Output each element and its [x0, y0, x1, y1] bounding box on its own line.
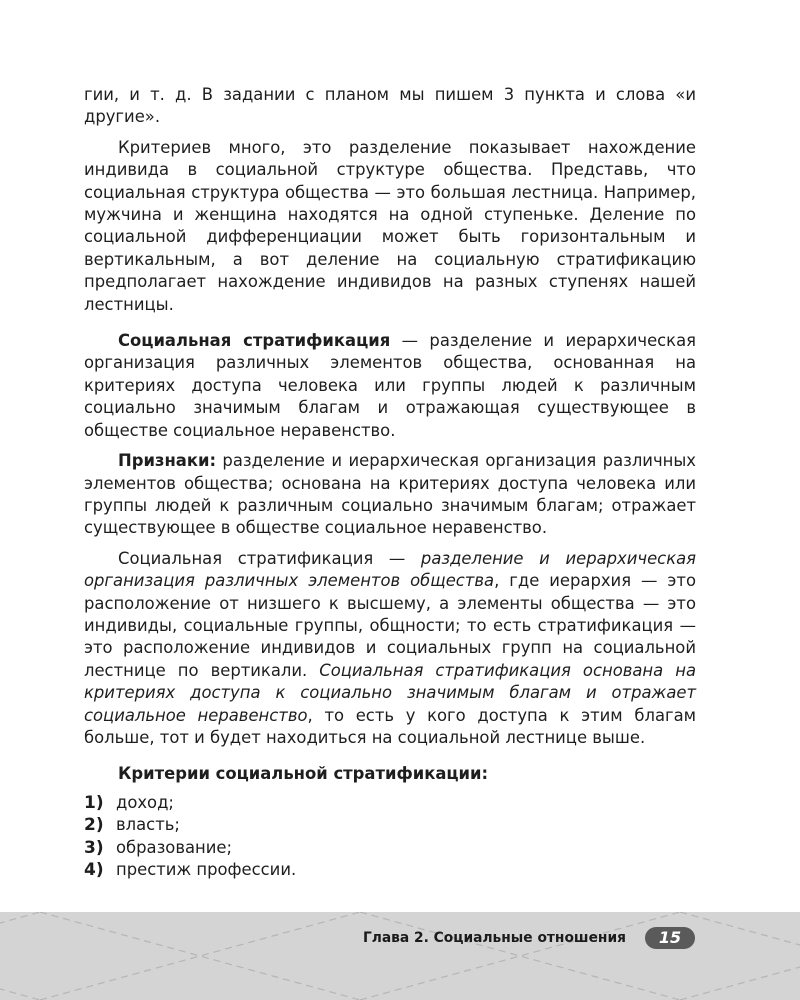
page-number-badge: 15 — [645, 927, 695, 949]
definition-paragraph — [84, 330, 696, 442]
explanation-paragraph — [84, 548, 696, 750]
page-footer — [0, 912, 800, 1000]
explanation-text-1: Социальная стратификация — — [118, 548, 421, 568]
list-text: престиж профессии. — [116, 859, 297, 879]
footer-pattern — [0, 912, 800, 1000]
list-number: 2) — [84, 815, 104, 836]
signs-text: разделение и иерархическая организация различных элементов общества; основана на критериях доступа человека или группы людей к различным социально значимым благам; отражает существующее в обществе социальное неравенство. — [84, 451, 696, 538]
list-item — [84, 814, 696, 836]
list-number: 3) — [84, 837, 104, 858]
explanation-text-2: , где иерархия — это расположение от низшего к высшему, а элементы общества — это индивиды, социальные группы, общности; то есть стратификация — это расположение индивидов и социальных групп на социальной лестнице по вертикали. — [84, 571, 697, 680]
list-item — [84, 792, 696, 814]
signs-label: Признаки: — [118, 451, 217, 471]
paragraph-criteria-intro: Критериев много, это разделение показывает нахождение индивида в социальной структуре общества. Представь, что социальная структура общества — это большая лестница. Например, мужчина и женщина находятся на одной ступеньке. Деление по социальной дифференциации может быть горизонтальным и вертикальным, а вот деление на социальную стратификацию предполагает нахождение индивидов на разных ступенях нашей лестницы. — [84, 137, 696, 314]
definition-term: Социальная стратификация — [118, 331, 391, 351]
chapter-title: Глава 2. Социальные отношения — [362, 930, 626, 946]
explanation-text-3: , то есть у кого доступа к этим благам больше, тот и будет находиться на социальной лестнице выше. — [84, 705, 697, 747]
definition-text: — разделение и иерархическая организация различных элементов общества, основанная на критериях доступа человека или группы людей к различным социально значимым благам и отражающая существующее в обществе социальное неравенство. — [84, 331, 696, 440]
criteria-heading-text: Критерии социальной стратификации: — [118, 764, 489, 784]
paragraph-continuation: гии, и т. д. В задании с планом мы пишем 3 пункта и слова «и другие». — [84, 85, 696, 127]
list-text: доход; — [116, 792, 174, 812]
explanation-italic-2: Социальная стратификация основана на критериях доступа к социально значимым благам и отражает социальное неравенство — [84, 660, 696, 725]
list-number: 1) — [84, 792, 104, 813]
list-number: 4) — [84, 859, 104, 880]
list-text: власть; — [116, 815, 180, 835]
explanation-italic-1: разделение и иерархическая организация различных элементов общества — [84, 548, 696, 591]
criteria-heading — [84, 763, 696, 785]
signs-paragraph — [84, 450, 696, 540]
list-text: образование; — [116, 837, 233, 857]
list-item — [84, 837, 696, 859]
page-body — [84, 84, 696, 881]
list-item — [84, 859, 696, 881]
criteria-list — [84, 792, 696, 882]
